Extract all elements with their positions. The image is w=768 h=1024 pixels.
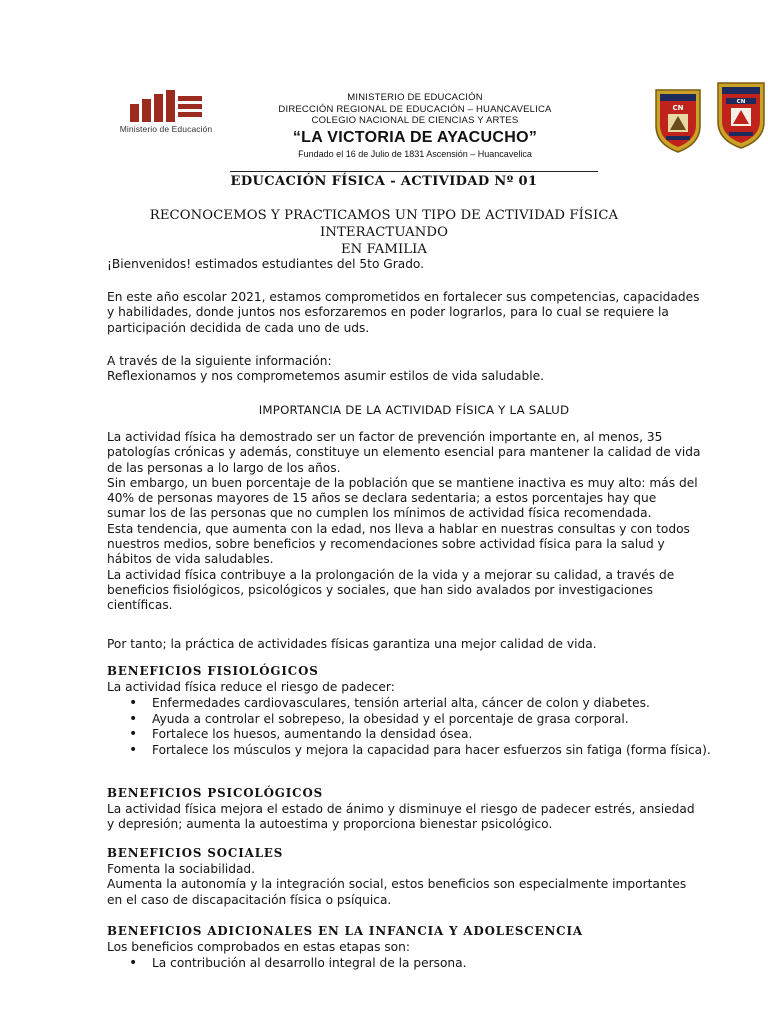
importance-line: nuestros medios, sobre beneficios y recomendaciones sobre actividad física para la salud y <box>107 537 665 552</box>
list-item: • Enfermedades cardiovasculares, tensión arterial alta, cáncer de colon y diabetes. <box>107 696 721 712</box>
letterhead <box>230 92 600 160</box>
extra-intro: Los beneficios comprobados en estas etapas son: <box>107 940 410 954</box>
list-item: • Fortalece los músculos y mejora la capacidad para hacer esfuerzos sin fatiga (forma física). <box>107 743 721 759</box>
importance-line: científicas. <box>107 598 173 613</box>
conclusion-text: Por tanto; la práctica de actividades físicas garantiza una mejor calidad de vida. <box>107 637 597 651</box>
psycho-line: La actividad física mejora el estado de ánimo y disminuye el riesgo de padecer estrés, ansiedad <box>107 802 695 816</box>
importance-line: beneficios fisiológicos, psicológicos y sociales, que han sido avalados por investigaciones <box>107 582 653 597</box>
intro-paragraph <box>107 290 721 336</box>
intro-line: En este año escolar 2021, estamos comprometidos en fortalecer sus competencias, capacidades <box>107 290 700 304</box>
ministry-logo-bars-icon <box>126 90 206 122</box>
school-shield-alt-icon <box>715 80 767 150</box>
header-college: COLEGIO NACIONAL DE CIENCIAS Y ARTES <box>311 115 519 126</box>
main-title-line: RECONOCEMOS Y PRACTICAMOS UN TIPO DE ACTIVIDAD FÍSICA INTERACTUANDO <box>149 208 619 240</box>
importance-paragraph <box>107 430 721 614</box>
school-shield-icon <box>652 86 704 154</box>
importance-line: Sin embargo, un buen porcentaje de la población que se mantiene inactiva es muy alto: más del <box>107 475 698 490</box>
extra-heading: BENEFICIOS ADICIONALES EN LA INFANCIA Y ADOLESCENCIA <box>107 924 583 938</box>
importance-line: hábitos de vida saludables. <box>107 552 274 567</box>
social-line: Fomenta la sociabilidad. <box>107 862 256 876</box>
social-line: en el caso de discapacitación física o psíquica. <box>107 892 392 907</box>
list-item: • Fortalece los huesos, aumentando la densidad ósea. <box>107 727 721 743</box>
header-regional-direction: DIRECCIÓN REGIONAL DE EDUCACIÓN – HUANCAVELICA <box>278 103 552 115</box>
school-name: “LA VICTORIA DE AYACUCHO” <box>292 128 538 146</box>
intro-line: y habilidades, donde juntos nos esforzaremos en poder lograrlos, para lo cual se requiere la <box>107 305 669 320</box>
main-title <box>110 207 658 258</box>
ministry-logo-caption: Ministerio de Educación <box>119 124 213 134</box>
importance-line: de las personas a lo largo de los años. <box>107 460 341 475</box>
ministry-logo <box>108 90 224 140</box>
intro-line: participación decidida de cada uno de uds. <box>107 320 370 335</box>
psycho-line: y depresión; aumenta la autoestima y proporciona bienestar psicológico. <box>107 817 553 832</box>
physio-heading: BENEFICIOS FISIOLÓGICOS <box>107 664 319 678</box>
importance-line: La actividad física ha demostrado ser un factor de prevención importante en, al menos, 35 <box>107 430 663 444</box>
welcome-text: ¡Bienvenidos! estimados estudiantes del 5to Grado. <box>107 257 425 271</box>
section-title: IMPORTANCIA DE LA ACTIVIDAD FÍSICA Y LA SALUD <box>258 403 570 417</box>
shield-alt-letters: CN <box>736 99 746 105</box>
psycho-heading: BENEFICIOS PSICOLÓGICOS <box>107 786 324 800</box>
importance-line: patologías crónicas y además, constituye un elemento esencial para mantener la calidad de vida <box>107 445 701 460</box>
extra-list <box>107 956 721 972</box>
activity-title: EDUCACIÓN FÍSICA - ACTIVIDAD Nº 01 <box>230 174 538 189</box>
founded-line: Fundado el 16 de Julio de 1831 Ascensión – Huancavelica <box>298 148 532 159</box>
importance-line: Esta tendencia, que aumenta con la edad, nos lleva a hablar en nuestras consultas y con todos <box>107 521 690 536</box>
main-title-line: EN FAMILIA <box>340 242 428 257</box>
header-ministry: MINISTERIO DE EDUCACIÓN <box>347 92 483 103</box>
info-line: A través de la siguiente información: <box>107 354 332 368</box>
info-paragraph <box>107 354 721 385</box>
header-divider <box>230 171 598 172</box>
info-line: Reflexionamos y nos comprometemos asumir estilos de vida saludable. <box>107 369 545 384</box>
importance-line: 40% de personas mayores de 15 años se declara sedentaria; a estos porcentajes hay que <box>107 491 657 506</box>
physio-intro: La actividad física reduce el riesgo de padecer: <box>107 680 395 694</box>
list-item: • La contribución al desarrollo integral de la persona. <box>107 956 721 972</box>
shield-letters: CN <box>672 104 684 112</box>
social-paragraph <box>107 862 721 908</box>
social-line: Aumenta la autonomía y la integración social, estos beneficios son especialmente importantes <box>107 877 687 892</box>
importance-line: La actividad física contribuye a la prolongación de la vida y a mejorar su calidad, a través de <box>107 567 675 582</box>
social-heading: BENEFICIOS SOCIALES <box>107 846 284 860</box>
physio-list <box>107 696 721 758</box>
list-item: • Ayuda a controlar el sobrepeso, la obesidad y el porcentaje de grasa corporal. <box>107 712 721 728</box>
psycho-paragraph <box>107 802 721 833</box>
importance-line: sumar los de las personas que no cumplen los mínimos de actividad física recomendada. <box>107 506 652 521</box>
